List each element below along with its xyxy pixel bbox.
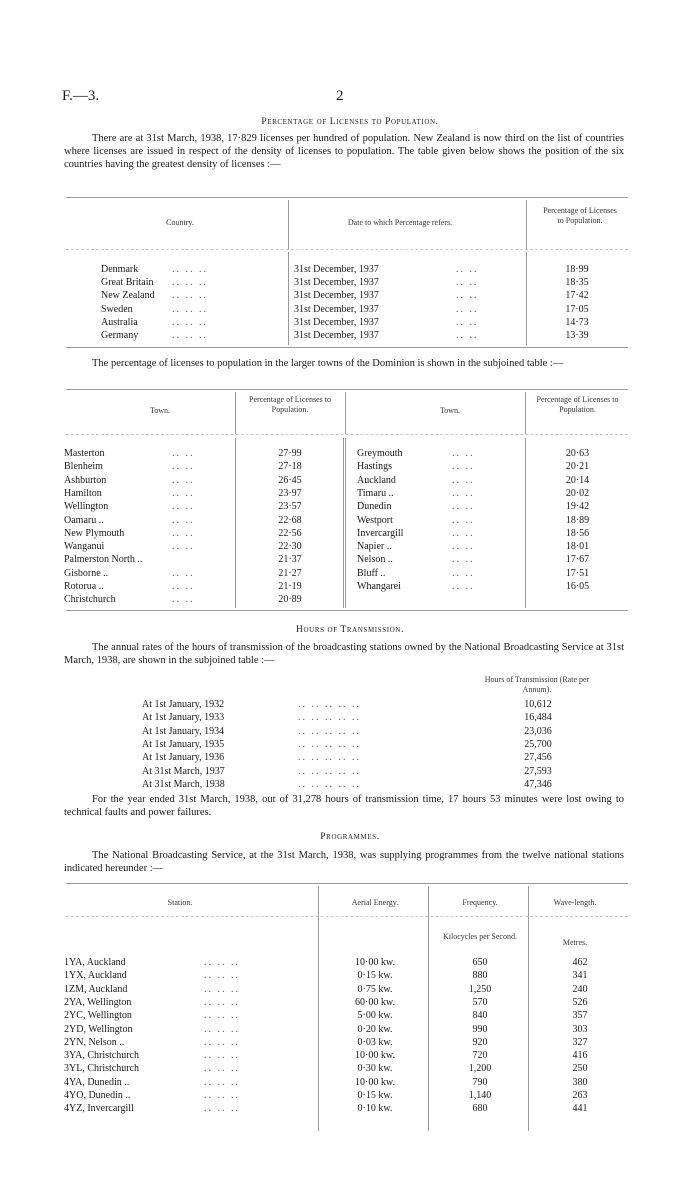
column-divider: [526, 200, 527, 250]
section-heading-transmission: Hours of Transmission.: [296, 625, 404, 635]
town-name: Blenheim: [64, 461, 103, 473]
leader-dots: .. .. ..: [172, 330, 208, 341]
column-divider: [528, 886, 529, 956]
station-name: 4YA, Dunedin ..: [64, 1076, 130, 1088]
station-name: 1YX, Auckland: [64, 970, 127, 982]
leader-dots: .. .. ..: [204, 1076, 240, 1088]
column-header-country: Country.: [166, 218, 194, 227]
table-top-rule: [66, 389, 628, 390]
intro-paragraph-transmission: The annual rates of the hours of transmission of the broadcasting stations owned by the National Broadcasting Service at 31st March, 1938, are shown in the subjoined table :—: [64, 642, 624, 666]
leader-dots: .. .. .. .. ..: [298, 699, 361, 710]
leader-dots: .. .. ..: [204, 983, 240, 995]
leader-dots: .. ..: [172, 527, 195, 539]
town-name: Oamaru ..: [64, 514, 104, 526]
transmission-date: At 1st January, 1932: [142, 699, 225, 710]
transmission-date: At 1st January, 1935: [142, 738, 225, 750]
column-divider: [318, 886, 319, 956]
column-header-energy: Aerial Energy.: [351, 898, 399, 907]
column-header-town-right: Town.: [439, 406, 461, 415]
town-name: Hamilton: [64, 487, 102, 499]
leader-dots: .. ..: [172, 474, 195, 486]
station-frequency: 920: [472, 1036, 488, 1048]
column-header-wavelength: Wave-length.: [553, 898, 597, 907]
column-divider: [288, 252, 289, 345]
town-name: Masterton: [64, 448, 105, 459]
country-date: 31st December, 1937: [294, 290, 379, 302]
leader-dots: .. .. .. .. ..: [298, 752, 361, 764]
country-date: 31st December, 1937: [294, 277, 379, 289]
leader-dots: .. ..: [452, 487, 475, 499]
town-percentage: 22·68: [278, 514, 302, 526]
leader-dots: .. ..: [452, 474, 475, 486]
leader-dots: .. .. ..: [204, 1023, 240, 1035]
town-percentage: 21·19: [278, 581, 302, 592]
leader-dots: .. ..: [172, 594, 195, 606]
column-divider: [235, 392, 236, 434]
town-name: Greymouth: [357, 448, 403, 459]
station-aerial-energy: 60·00 kw.: [355, 996, 395, 1008]
station-wavelength: 416: [572, 1050, 588, 1062]
station-frequency: 840: [472, 1010, 488, 1022]
leader-dots: .. .. .. .. ..: [298, 725, 361, 737]
station-name: 2YA, Wellington: [64, 996, 132, 1008]
town-name: Wanganui: [64, 541, 105, 553]
leader-dots: .. ..: [452, 581, 475, 592]
header-separator: [66, 916, 628, 917]
transmission-hours: 16,484: [524, 712, 552, 724]
intro-paragraph-towns: The percentage of licenses to population in the larger towns of the Dominion is shown in the subjoined table :—: [92, 358, 564, 369]
transmission-date: At 1st January, 1933: [142, 712, 225, 724]
town-percentage: 20·02: [565, 487, 590, 499]
leader-dots: .. .. ..: [204, 1036, 240, 1048]
station-name: 3YL, Christchurch: [64, 1063, 139, 1075]
country-percentage: 13·39: [565, 330, 589, 341]
town-name: Wellington: [64, 501, 109, 513]
leader-dots: .. ..: [452, 527, 475, 539]
town-percentage: 23·57: [278, 501, 302, 513]
leader-dots: .. .. ..: [204, 1063, 240, 1075]
leader-dots: .. .. .. .. ..: [298, 738, 361, 750]
town-name: Whangarei: [357, 581, 401, 592]
country-name: Denmark: [101, 264, 139, 275]
country-date: 31st December, 1937: [294, 316, 379, 328]
leader-dots: .. ..: [456, 316, 479, 328]
country-name: Great Britain: [101, 277, 154, 289]
leader-dots: .. .. ..: [172, 264, 208, 275]
leader-dots: .. ..: [172, 514, 195, 526]
town-name: Nelson ..: [357, 554, 393, 566]
column-divider: [525, 392, 526, 434]
town-percentage: 23·97: [278, 487, 302, 499]
column-divider: [345, 392, 346, 434]
town-percentage: 17·51: [565, 567, 590, 579]
town-percentage: 21·37: [278, 554, 302, 566]
town-percentage: 18·56: [565, 527, 590, 539]
town-name: Napier ..: [357, 541, 392, 553]
town-percentage: 20·89: [278, 594, 302, 606]
leader-dots: .. ..: [456, 264, 479, 275]
transmission-hours: 10,612: [524, 699, 552, 710]
leader-dots: .. .. ..: [204, 1103, 240, 1115]
leader-dots: .. ..: [452, 541, 475, 553]
station-wavelength: 357: [572, 1010, 588, 1022]
column-header-percentage-right: Percentage of Licenses to Population.: [536, 395, 619, 414]
leader-dots: .. ..: [452, 461, 475, 473]
leader-dots: .. ..: [172, 501, 195, 513]
station-aerial-energy: 0·10 kw.: [357, 1103, 393, 1115]
station-name: 2YC, Wellington: [64, 1010, 132, 1022]
station-name: 2YN, Nelson ..: [64, 1036, 125, 1048]
station-wavelength: 327: [572, 1036, 588, 1048]
leader-dots: .. ..: [452, 554, 475, 566]
column-divider: [235, 438, 236, 608]
town-name: Gisborne ..: [64, 567, 109, 579]
town-name: Timaru ..: [357, 487, 394, 499]
station-frequency: 570: [472, 996, 488, 1008]
column-divider: [318, 956, 319, 1131]
leader-dots: .. ..: [452, 514, 475, 526]
station-frequency: 880: [472, 970, 488, 982]
leader-dots: .. .. ..: [172, 277, 208, 289]
country-name: New Zealand: [101, 290, 155, 302]
town-name: Rotorua ..: [64, 581, 104, 592]
station-frequency: 1,250: [468, 983, 492, 995]
station-aerial-energy: 0·03 kw.: [357, 1036, 393, 1048]
leader-dots: .. .. ..: [204, 957, 240, 968]
leader-dots: .. .. .. .. ..: [298, 765, 361, 777]
station-name: 1ZM, Auckland: [64, 983, 128, 995]
leader-dots: .. ..: [172, 541, 195, 553]
town-name: New Plymouth: [64, 527, 125, 539]
station-aerial-energy: 0·15 kw.: [357, 1090, 393, 1101]
page-number: 2: [336, 88, 344, 104]
transmission-date: At 31st March, 1938: [142, 778, 225, 790]
station-frequency: 1,200: [468, 1063, 492, 1075]
column-header-town-left: Town.: [149, 406, 171, 415]
town-percentage: 22·30: [278, 541, 302, 553]
header-separator: [66, 434, 628, 435]
town-percentage: 22·56: [278, 527, 302, 539]
table-top-rule: [66, 197, 628, 198]
country-name: Australia: [101, 316, 138, 328]
column-divider: [526, 252, 527, 345]
country-date: 31st December, 1937: [294, 330, 379, 341]
town-name: Invercargill: [357, 527, 404, 539]
leader-dots: .. ..: [172, 461, 195, 473]
transmission-date: At 1st January, 1934: [142, 725, 225, 737]
station-name: 1YA, Auckland: [64, 957, 126, 968]
station-aerial-energy: 5·00 kw.: [357, 1010, 393, 1022]
column-divider: [525, 438, 526, 608]
column-header-date: Date to which Percentage refers.: [347, 218, 453, 227]
intro-paragraph-licenses: There are at 31st March, 1938, 17·829 licenses per hundred of population. New Zealand is now third on the list of countries where licenses are issued in respect of the density of licenses to population. The table given below shows the position of the six countries having the greatest density of licenses :—: [64, 133, 624, 170]
station-aerial-energy: 10·00 kw.: [355, 1050, 395, 1062]
leader-dots: .. ..: [172, 567, 195, 579]
country-name: Sweden: [101, 303, 133, 315]
station-frequency: 1,140: [468, 1090, 492, 1101]
station-frequency: 790: [472, 1076, 488, 1088]
station-name: 4YZ, Invercargill: [64, 1103, 134, 1115]
transmission-date: At 1st January, 1936: [142, 752, 225, 764]
station-aerial-energy: 0·15 kw.: [357, 970, 393, 982]
town-name: Hastings: [357, 461, 392, 473]
station-wavelength: 250: [572, 1063, 588, 1075]
transmission-footnote: For the year ended 31st March, 1938, out of 31,278 hours of transmission time, 17 hours 53 minutes were lost owing to technical faults and power failures.: [64, 794, 624, 818]
station-wavelength: 462: [572, 957, 588, 968]
leader-dots: .. ..: [456, 303, 479, 315]
column-divider: [428, 956, 429, 1131]
town-percentage: 18·01: [565, 541, 590, 553]
intro-paragraph-programmes: The National Broadcasting Service, at the 31st March, 1938, was supplying programmes from the twelve national stations indicated hereunder :—: [64, 850, 624, 874]
transmission-hours: 23,036: [524, 725, 552, 737]
column-divider-double: [343, 438, 346, 608]
wavelength-unit: Metres.: [562, 938, 588, 947]
country-name: Germany: [101, 330, 139, 341]
leader-dots: .. .. .. .. ..: [298, 778, 361, 790]
leader-dots: .. .. ..: [204, 1050, 240, 1062]
town-percentage: 16·05: [565, 581, 590, 592]
station-frequency: 680: [472, 1103, 488, 1115]
frequency-unit: Kilocycles per Second.: [443, 932, 517, 941]
column-divider: [528, 956, 529, 1131]
leader-dots: .. ..: [456, 277, 479, 289]
leader-dots: .. ..: [456, 290, 479, 302]
column-divider: [428, 886, 429, 956]
station-wavelength: 380: [572, 1076, 588, 1088]
town-percentage: 18·89: [565, 514, 590, 526]
leader-dots: .. ..: [452, 567, 475, 579]
leader-dots: .. ..: [456, 330, 479, 341]
town-percentage: 17·67: [565, 554, 590, 566]
country-percentage: 17·42: [565, 290, 589, 302]
town-percentage: 21·27: [278, 567, 302, 579]
transmission-date: At 31st March, 1937: [142, 765, 225, 777]
station-aerial-energy: 0·75 kw.: [357, 983, 393, 995]
column-header-percentage-left: Percentage of Licenses to Population.: [249, 395, 331, 414]
column-divider: [288, 200, 289, 250]
town-name: Westport: [357, 514, 393, 526]
town-percentage: 20·21: [565, 461, 590, 473]
town-name: Bluff ..: [357, 567, 386, 579]
leader-dots: .. .. ..: [172, 290, 208, 302]
leader-dots: .. .. ..: [204, 996, 240, 1008]
leader-dots: .. .. ..: [172, 303, 208, 315]
transmission-hours: 25,700: [524, 738, 552, 750]
town-percentage: 20·14: [565, 474, 590, 486]
town-name: Auckland: [357, 474, 396, 486]
station-wavelength: 303: [572, 1023, 588, 1035]
header-separator: [66, 249, 628, 250]
country-date: 31st December, 1937: [294, 303, 379, 315]
station-aerial-energy: 0·30 kw.: [357, 1063, 393, 1075]
leader-dots: .. ..: [172, 448, 195, 459]
station-frequency: 650: [472, 957, 488, 968]
leader-dots: .. ..: [452, 501, 475, 513]
station-frequency: 990: [472, 1023, 488, 1035]
town-percentage: 27·18: [278, 461, 302, 473]
table-bottom-rule: [66, 347, 628, 348]
station-name: 3YA, Christchurch: [64, 1050, 139, 1062]
station-name: 2YD, Wellington: [64, 1023, 133, 1035]
station-wavelength: 341: [572, 970, 588, 982]
country-percentage: 18·99: [565, 264, 589, 275]
town-percentage: 26·45: [278, 474, 302, 486]
transmission-hours: 47,346: [524, 778, 552, 790]
town-name: Ashburton: [64, 474, 107, 486]
station-name: 4YO, Dunedin ..: [64, 1090, 131, 1101]
leader-dots: .. .. .. .. ..: [298, 712, 361, 724]
column-header-hours: Hours of Transmission (Rate per Annum).: [484, 675, 590, 694]
table-bottom-rule: [66, 610, 628, 611]
leader-dots: .. ..: [172, 487, 195, 499]
town-name: Christchurch: [64, 594, 116, 606]
town-name: Palmerston North ..: [64, 554, 143, 566]
document-reference: F.—3.: [62, 88, 100, 104]
station-wavelength: 263: [572, 1090, 588, 1101]
station-wavelength: 441: [572, 1103, 588, 1115]
column-header-frequency: Frequency.: [462, 898, 498, 907]
station-aerial-energy: 0·20 kw.: [357, 1023, 393, 1035]
leader-dots: .. .. ..: [204, 970, 240, 982]
table-top-rule: [66, 883, 628, 884]
section-heading-programmes: Programmes.: [320, 832, 380, 842]
leader-dots: .. .. ..: [204, 1010, 240, 1022]
country-percentage: 18·35: [565, 277, 589, 289]
town-name: Dunedin: [357, 501, 392, 513]
leader-dots: .. .. ..: [204, 1090, 240, 1101]
station-aerial-energy: 10·00 kw.: [355, 957, 395, 968]
column-header-station: Station.: [167, 898, 193, 907]
transmission-hours: 27,456: [524, 752, 552, 764]
town-percentage: 20·63: [565, 448, 590, 459]
station-aerial-energy: 10·00 kw.: [355, 1076, 395, 1088]
station-frequency: 720: [472, 1050, 488, 1062]
town-percentage: 19·42: [565, 501, 590, 513]
station-wavelength: 526: [572, 996, 588, 1008]
transmission-hours: 27,593: [524, 765, 552, 777]
country-percentage: 17·05: [565, 303, 589, 315]
town-percentage: 27·99: [278, 448, 302, 459]
station-wavelength: 240: [572, 983, 588, 995]
leader-dots: .. ..: [172, 581, 195, 592]
country-date: 31st December, 1937: [294, 264, 379, 275]
column-header-percentage: Percentage of Licenses to Population.: [543, 206, 617, 225]
section-heading-licenses: Percentage of Licenses to Population.: [261, 117, 439, 127]
country-percentage: 14·73: [565, 316, 589, 328]
leader-dots: .. .. ..: [172, 316, 208, 328]
leader-dots: .. ..: [452, 448, 475, 459]
